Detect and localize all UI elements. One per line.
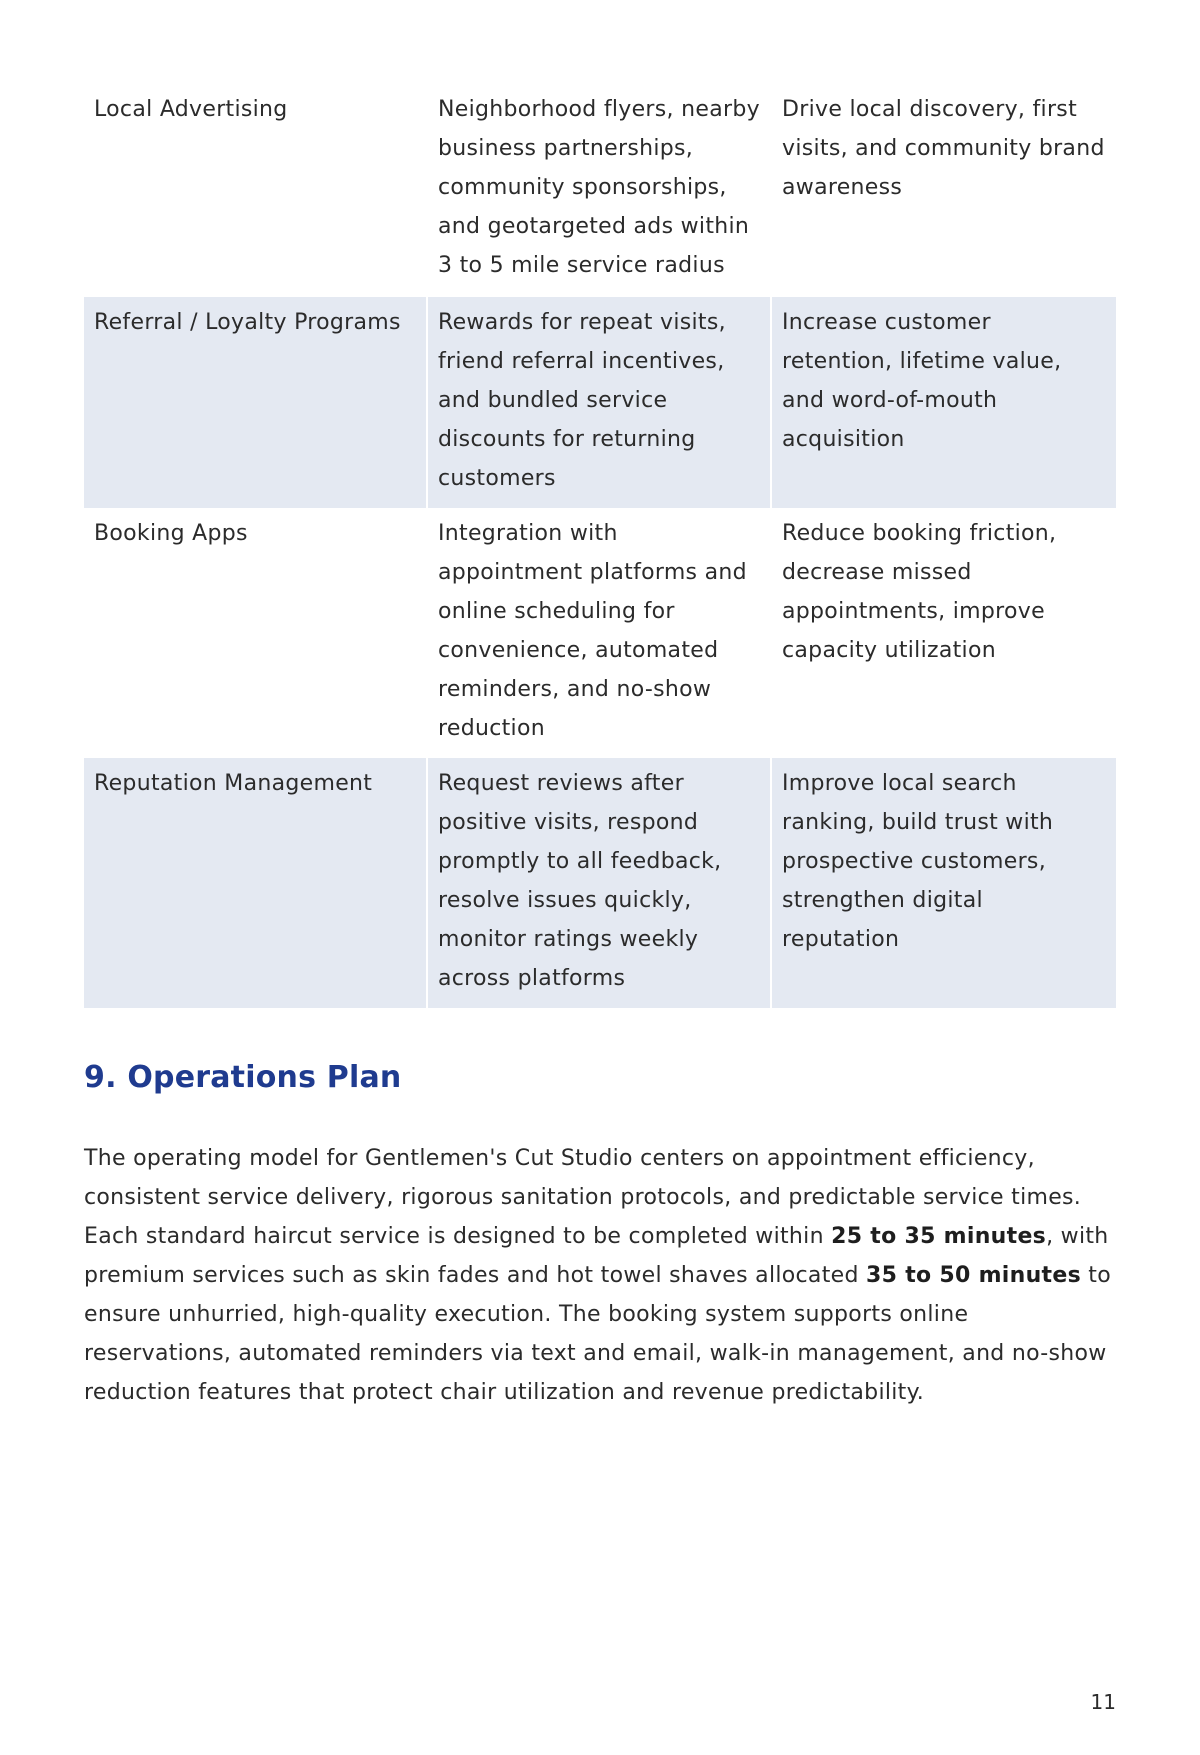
channel-cell: Booking Apps xyxy=(94,521,248,546)
channel-cell: Local Advertising xyxy=(94,97,288,122)
tactics-cell: Neighborhood flyers, nearby business partnerships, community sponsorships, and geotargeted ads within 3 to 5 mile service radius xyxy=(426,90,770,297)
objective-cell: Reduce booking friction, decrease missed appointments, improve capacity utilization xyxy=(770,508,1116,758)
table-row xyxy=(84,508,1116,758)
channel-cell: Reputation Management xyxy=(84,758,426,1008)
section-heading: 9. Operations Plan xyxy=(84,1060,402,1095)
tactics-cell: Rewards for repeat visits, friend referral incentives, and bundled service discounts for returning customers xyxy=(426,297,770,508)
page-number: 11 xyxy=(1090,1690,1116,1714)
objective-cell: Drive local discovery, first visits, and community brand awareness xyxy=(770,90,1116,297)
document-page xyxy=(84,90,1116,1412)
operations-paragraph xyxy=(84,1139,1116,1412)
table-row xyxy=(84,90,1116,297)
tactics-cell: Integration with appointment platforms and online scheduling for convenience, automated reminders, and no-show reduction xyxy=(426,508,770,758)
paragraph-text: The operating model for Gentlemen's Cut Studio centers on appointment efficiency, consistent service delivery, rigorous sanitation protocols, and predictable service times. Each standard haircut service is designed to be completed within xyxy=(84,1146,1082,1249)
table-row xyxy=(84,758,1116,1008)
channel-cell: Referral / Loyalty Programs xyxy=(84,297,426,508)
paragraph-emphasis: 35 to 50 minutes xyxy=(866,1263,1081,1288)
paragraph-emphasis: 25 to 35 minutes xyxy=(831,1224,1047,1249)
paragraph-text: , with premium services such as skin fades and hot towel shaves allocated xyxy=(84,1224,1109,1288)
tactics-cell: Request reviews after positive visits, respond promptly to all feedback, resolve issues quickly, monitor ratings weekly across platforms xyxy=(426,758,770,1008)
objective-cell: Improve local search ranking, build trust with prospective customers, strengthen digital reputation xyxy=(770,758,1116,1008)
paragraph-text: to ensure unhurried, high-quality execution. The booking system supports online reservations, automated reminders via text and email, walk-in management, and no-show reduction features that protect chair utilization and revenue predictability. xyxy=(84,1263,1111,1405)
marketing-channels-table xyxy=(84,90,1116,1008)
table-row xyxy=(84,297,1116,508)
objective-cell: Increase customer retention, lifetime value, and word-of-mouth acquisition xyxy=(770,297,1116,508)
